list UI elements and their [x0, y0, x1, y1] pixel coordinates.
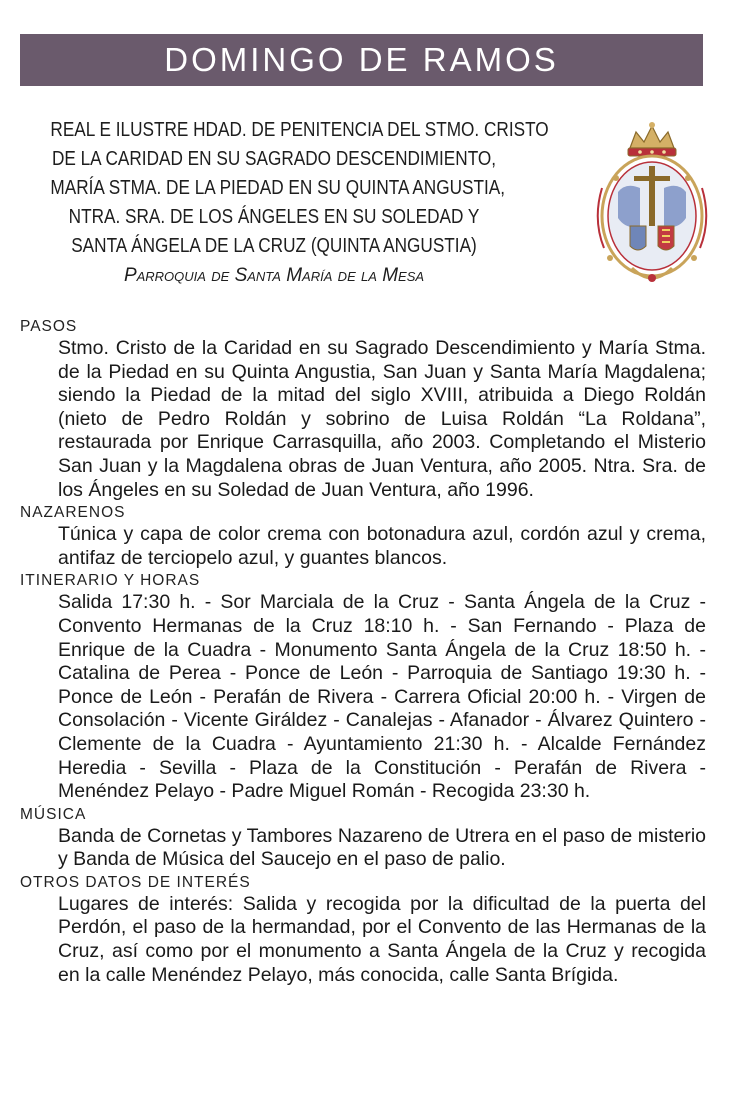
brotherhood-header — [14, 116, 549, 291]
header-line-4: NTRA. SRA. DE LOS ÁNGELES EN SU SOLEDAD Y — [68, 206, 480, 228]
content — [20, 316, 706, 987]
section-body-itinerario: Salida 17:30 h. - Sor Marciala de la Cruz - Santa Ángela de la Cruz - Convento Hermanas de la Cruz 18:10 h. - San Fernando - Plaza de Enrique de la Cuadra - Monumento Santa Ángela de la Cruz 18:50 h. - Catalina de Perea - Ponce de León - Parroquia de Santiago 19:30 h. - Ponce de León - Perafán de Rivera - Carrera Oficial 20:00 h. - Virgen de Consolación - Vicente Giráldez - Canalejas - Afanador - Álvarez Quintero - Clemente de la Cuadra - Ayuntamiento 21:30 h. - Alcalde Fernández Heredia - Sevilla - Plaza de la Constitución - Perafán de Rivera - Menéndez Pelayo - Padre Miguel Román - Recogida 23:30 h. — [58, 591, 706, 803]
section-title-otros-datos: OTROS DATOS DE INTERÉS — [20, 873, 251, 891]
header-line-1: REAL E ILUSTRE HDAD. DE PENITENCIA DEL STMO. CRISTO — [50, 119, 549, 141]
header-line-3: MARÍA STMA. DE LA PIEDAD EN SU QUINTA ANGUSTIA, — [50, 177, 506, 199]
header-line-5: SANTA ÁNGELA DE LA CRUZ (QUINTA ANGUSTIA) — [71, 235, 477, 257]
section-body-otros-datos: Lugares de interés: Salida y recogida por la dificultad de la puerta del Perdón, el paso de la hermandad, por el Convento de las Hermanas de la Cruz, así como por el monumento a Santa Ángela de la Cruz y recogida en la calle Menéndez Pelayo, más conocida, calle Santa Brígida. — [58, 892, 706, 986]
section-title-musica: MÚSICA — [20, 805, 87, 823]
section-body-pasos: Stmo. Cristo de la Caridad en su Sagrado Descendimiento y María Stma. de la Piedad en su Quinta Angustia, San Juan y Santa María Magdalena; siendo la Piedad de la mitad del siglo XVIII, atribuida a Diego Roldán (nieto de Pedro Roldán y sobrino de Luisa Roldán “La Roldana”, restaurada por Enrique Carrasquilla, año 2003. Completando el Misterio San Juan y la Magdalena obras de Juan Ventura, año 2005. Ntra. Sra. de los Ángeles en su Soledad de Juan Ventura, año 1996. — [58, 337, 706, 501]
page-banner — [20, 34, 703, 86]
section-title-nazarenos: NAZARENOS — [20, 504, 126, 522]
parish-name: Parroquia de Santa María de la Mesa — [123, 265, 425, 286]
section-body-musica: Banda de Cornetas y Tambores Nazareno de Utrera en el paso de misterio y Banda de Música del Saucejo en el paso de palio. — [58, 824, 706, 871]
section-body-nazarenos: Túnica y capa de color crema con botonadura azul, cordón azul y crema, antifaz de terciopelo azul, y guantes blancos. — [58, 523, 706, 569]
section-title-pasos: PASOS — [20, 318, 78, 335]
banner-title: DOMINGO DE RAMOS — [164, 41, 559, 78]
header-line-2: DE LA CARIDAD EN SU SAGRADO DESCENDIMIENTO, — [51, 148, 497, 170]
crown-icon — [628, 122, 676, 156]
section-title-itinerario: ITINERARIO Y HORAS — [20, 572, 201, 590]
brotherhood-crest-icon — [596, 118, 708, 290]
